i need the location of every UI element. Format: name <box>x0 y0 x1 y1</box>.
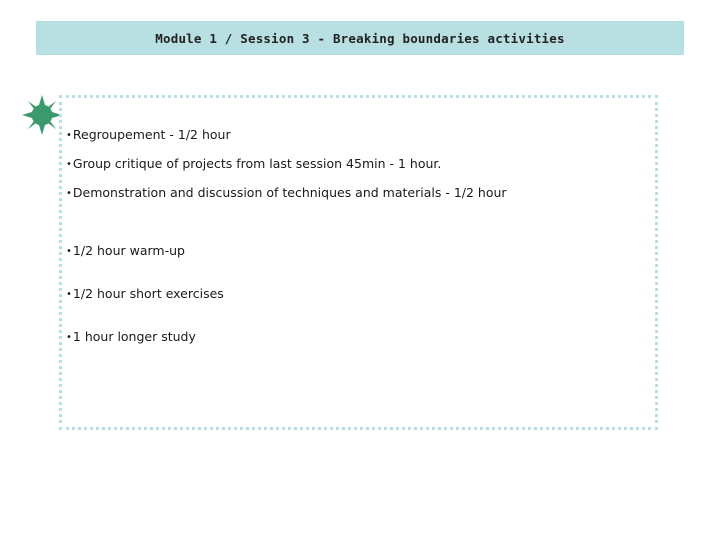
content-box <box>59 95 658 430</box>
list-item-text: 1 hour longer study <box>72 329 196 344</box>
list-item-text: 1/2 hour short exercises <box>72 286 224 301</box>
list-item <box>66 185 507 200</box>
sun-icon <box>22 95 62 135</box>
bullet-marker: • <box>66 246 72 257</box>
list-item-text: Demonstration and discussion of techniques and materials - 1/2 hour <box>72 185 507 200</box>
list-item <box>66 156 441 171</box>
list-item <box>66 243 185 258</box>
bullet-marker: • <box>66 130 72 141</box>
bullet-marker: • <box>66 289 72 300</box>
list-item-text: 1/2 hour warm-up <box>72 243 185 258</box>
list-item-text: Group critique of projects from last session 45min - 1 hour. <box>72 156 442 171</box>
list-item <box>66 329 196 344</box>
list-item <box>66 127 231 142</box>
page-title: Module 1 / Session 3 - Breaking boundaries activities <box>155 30 565 46</box>
list-item <box>66 286 224 301</box>
list-item-text: Regroupement - 1/2 hour <box>72 127 231 142</box>
bullet-marker: • <box>66 188 72 199</box>
title-bar <box>36 21 684 55</box>
bullet-marker: • <box>66 332 72 343</box>
bullet-marker: • <box>66 159 72 170</box>
